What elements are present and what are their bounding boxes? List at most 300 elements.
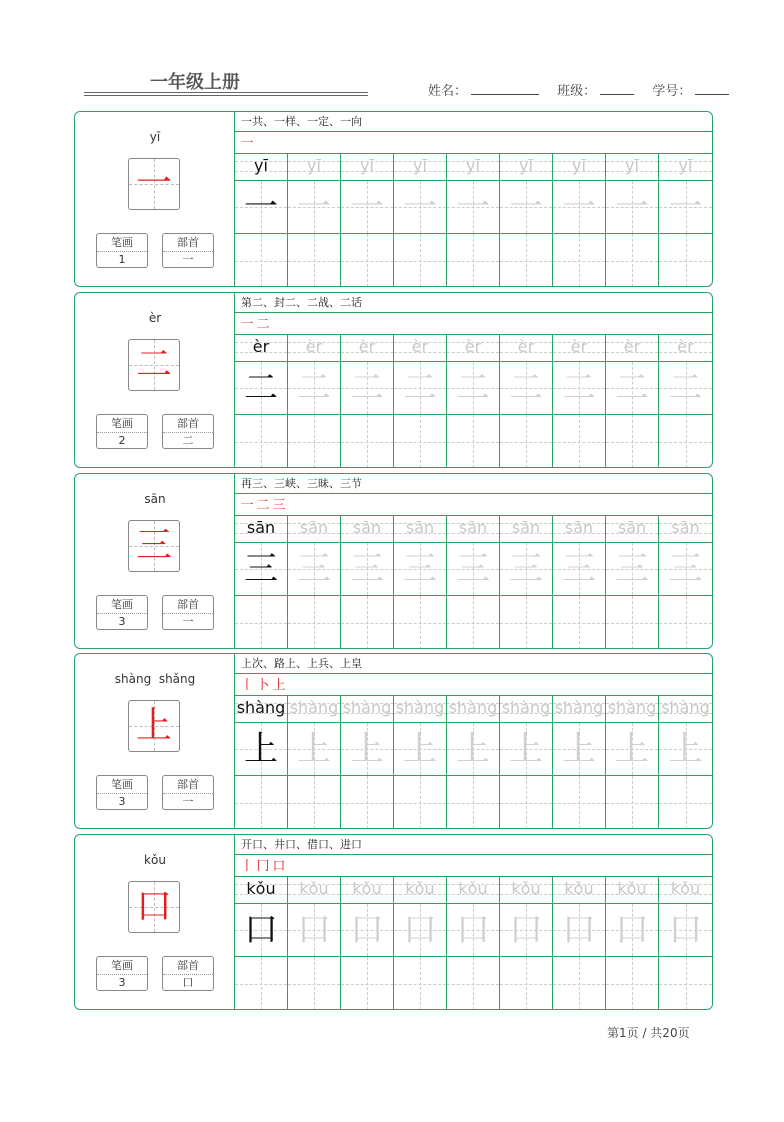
char-trace: 三	[244, 549, 278, 589]
char-trace-cell	[288, 723, 340, 776]
char-blank-cell[interactable]	[288, 957, 340, 1010]
char-blank-cell[interactable]	[341, 776, 393, 829]
practice-panel	[235, 293, 713, 467]
radical-value: 口	[182, 976, 194, 989]
practice-column	[341, 335, 394, 468]
pinyin-trace: sān	[246, 518, 276, 537]
char-trace-cell	[341, 723, 393, 776]
practice-panel	[235, 835, 713, 1009]
char-blank-cell[interactable]	[606, 234, 658, 287]
practice-column	[606, 516, 659, 649]
char-trace: 口	[244, 910, 278, 950]
char-trace: 三	[509, 549, 543, 589]
pinyin-trace: sān	[352, 518, 382, 537]
name-blank[interactable]	[471, 82, 539, 95]
char-display-box	[128, 700, 180, 752]
char-blank-cell[interactable]	[394, 234, 446, 287]
pinyin-cell	[341, 696, 393, 723]
char-blank-cell[interactable]	[606, 596, 658, 649]
char-trace-cell	[606, 181, 658, 234]
stroke-step: 一	[240, 317, 254, 332]
pinyin-trace: kǒu	[511, 879, 541, 898]
id-label: 学号：	[652, 84, 692, 99]
char-trace-cell	[447, 543, 499, 596]
stroke-count-value: 3	[118, 795, 126, 808]
radical-label: 部首	[163, 415, 213, 433]
char-trace-cell	[500, 543, 552, 596]
char-trace-cell	[606, 362, 658, 415]
char-trace: 二	[456, 368, 490, 408]
char-trace-cell	[235, 362, 287, 415]
stroke-count-box	[96, 414, 148, 449]
pinyin-trace: shàng	[448, 698, 498, 717]
pinyin-cell	[394, 877, 446, 904]
practice-column	[341, 696, 394, 829]
stroke-step: 二	[256, 317, 270, 332]
radical-label: 部首	[163, 234, 213, 252]
practice-column	[553, 154, 606, 287]
char-blank-cell[interactable]	[394, 596, 446, 649]
char-display-box	[128, 520, 180, 572]
char-trace-cell	[500, 904, 552, 957]
pinyin-trace: kǒu	[564, 879, 594, 898]
pinyin-trace: èr	[677, 337, 694, 356]
char-display-box	[128, 158, 180, 210]
stroke-order	[235, 855, 713, 877]
practice-column	[235, 335, 288, 468]
char-info-panel	[75, 654, 235, 828]
class-label: 班级：	[557, 84, 597, 99]
practice-grid	[235, 335, 713, 468]
pinyin-cell	[553, 335, 605, 362]
char-blank-cell[interactable]	[447, 415, 499, 468]
char-display: 二	[135, 344, 172, 385]
pinyin-cell	[341, 877, 393, 904]
pinyin-trace: èr	[305, 337, 323, 356]
student-fields	[428, 80, 729, 99]
char-trace-cell	[606, 904, 658, 957]
pinyin-cell	[341, 516, 393, 543]
char-blank-cell[interactable]	[553, 596, 605, 649]
pinyin-cell	[288, 154, 340, 181]
stroke-step: 一	[240, 136, 254, 151]
pinyin-trace: sān	[405, 518, 435, 537]
radical-value: 一	[182, 615, 194, 628]
practice-column	[553, 696, 606, 829]
char-pinyin: sān	[144, 492, 166, 506]
pinyin-cell	[447, 696, 499, 723]
pinyin-trace: yī	[572, 156, 586, 175]
char-blank-cell[interactable]	[235, 415, 287, 468]
pinyin-cell	[341, 335, 393, 362]
pinyin-cell	[500, 335, 552, 362]
char-trace-cell	[659, 723, 712, 776]
char-trace-cell	[235, 723, 287, 776]
stroke-count-value: 3	[118, 976, 126, 989]
char-trace: 二	[244, 368, 278, 408]
practice-column	[288, 877, 341, 1010]
practice-grid	[235, 516, 713, 649]
stroke-step: 口	[272, 859, 286, 874]
pinyin-trace: shàng	[289, 698, 339, 717]
pinyin-cell	[447, 516, 499, 543]
char-trace: 三	[456, 549, 490, 589]
example-words: 一共、一样、一定、一向	[235, 112, 713, 132]
char-trace: 一	[350, 187, 384, 227]
title-underline	[84, 92, 368, 93]
stroke-step: 三	[272, 498, 286, 513]
char-trace: 二	[562, 368, 596, 408]
stroke-order	[235, 313, 713, 335]
practice-column	[553, 335, 606, 468]
char-trace-cell	[341, 362, 393, 415]
char-blank-cell[interactable]	[235, 776, 287, 829]
stroke-count-box	[96, 775, 148, 810]
practice-column	[606, 335, 659, 468]
char-pinyin: kǒu	[144, 853, 166, 867]
radical-box	[162, 956, 214, 991]
char-blank-cell[interactable]	[500, 596, 552, 649]
char-blank-cell[interactable]	[553, 415, 605, 468]
char-trace-cell	[553, 362, 605, 415]
pinyin-trace: shàng	[661, 698, 710, 717]
char-blank-cell[interactable]	[606, 957, 658, 1010]
char-blank-cell[interactable]	[553, 234, 605, 287]
char-blank-cell[interactable]	[235, 596, 287, 649]
character-card	[74, 111, 713, 287]
pinyin-cell	[341, 154, 393, 181]
char-trace-cell	[235, 904, 287, 957]
char-blank-cell[interactable]	[659, 234, 712, 287]
char-blank-cell[interactable]	[606, 776, 658, 829]
stroke-step: 冂	[256, 859, 270, 874]
pinyin-trace: sān	[299, 518, 329, 537]
stroke-count-box	[96, 956, 148, 991]
char-trace: 一	[509, 187, 543, 227]
char-blank-cell[interactable]	[288, 776, 340, 829]
char-blank-cell[interactable]	[341, 596, 393, 649]
practice-column	[235, 516, 288, 649]
pinyin-trace: shàng	[395, 698, 445, 717]
char-trace-cell	[341, 904, 393, 957]
pinyin-cell	[659, 516, 712, 543]
character-card	[74, 653, 713, 829]
char-trace-cell	[235, 181, 287, 234]
char-trace-cell	[659, 181, 712, 234]
pinyin-cell	[235, 877, 287, 904]
char-trace: 上	[297, 729, 331, 769]
char-pinyin: yī	[149, 130, 161, 144]
char-blank-cell[interactable]	[394, 415, 446, 468]
name-label: 姓名：	[428, 84, 468, 99]
char-trace-cell	[447, 723, 499, 776]
char-trace: 口	[668, 910, 703, 950]
radical-value: 一	[182, 253, 194, 266]
practice-column	[447, 516, 500, 649]
char-blank-cell[interactable]	[341, 415, 393, 468]
pinyin-cell	[606, 877, 658, 904]
char-trace-cell	[394, 904, 446, 957]
pinyin-cell	[288, 877, 340, 904]
char-trace: 口	[562, 910, 596, 950]
char-display: 一	[135, 163, 172, 204]
pinyin-trace: kǒu	[458, 879, 488, 898]
char-trace: 二	[297, 368, 331, 408]
char-trace: 一	[668, 187, 703, 227]
pinyin-trace: sān	[617, 518, 647, 537]
char-blank-cell[interactable]	[341, 957, 393, 1010]
radical-value: 一	[182, 795, 194, 808]
char-trace-cell	[659, 904, 712, 957]
stroke-count-value: 3	[118, 615, 126, 628]
practice-column	[447, 154, 500, 287]
pinyin-cell	[659, 154, 712, 181]
char-blank-cell[interactable]	[447, 234, 499, 287]
char-blank-cell[interactable]	[500, 957, 552, 1010]
pinyin-trace: èr	[411, 337, 429, 356]
char-trace-cell	[341, 181, 393, 234]
char-trace: 一	[562, 187, 596, 227]
stroke-count-value: 1	[118, 253, 126, 266]
char-trace-cell	[659, 362, 712, 415]
char-trace: 上	[615, 729, 649, 769]
char-trace: 一	[615, 187, 649, 227]
id-blank[interactable]	[695, 82, 729, 95]
pinyin-trace: yī	[307, 156, 321, 175]
pinyin-cell	[447, 335, 499, 362]
char-blank-cell[interactable]	[288, 234, 340, 287]
practice-column	[341, 516, 394, 649]
worksheet-header	[0, 0, 784, 110]
char-trace-cell	[394, 543, 446, 596]
char-trace: 二	[350, 368, 384, 408]
pinyin-cell	[606, 516, 658, 543]
pinyin-trace: shàng	[607, 698, 657, 717]
char-trace-cell	[394, 181, 446, 234]
char-trace: 一	[456, 187, 490, 227]
pinyin-cell	[394, 154, 446, 181]
stroke-count-label: 笔画	[97, 415, 147, 433]
char-blank-cell[interactable]	[500, 415, 552, 468]
pinyin-cell	[288, 696, 340, 723]
char-trace-cell	[553, 181, 605, 234]
pinyin-cell	[553, 696, 605, 723]
pinyin-trace: sān	[511, 518, 541, 537]
pinyin-trace: èr	[252, 337, 270, 356]
pinyin-cell	[235, 696, 287, 723]
pinyin-cell	[659, 696, 712, 723]
pinyin-trace: kǒu	[246, 879, 276, 898]
stroke-count-box	[96, 233, 148, 268]
pinyin-trace: shàng	[554, 698, 604, 717]
radical-box	[162, 595, 214, 630]
character-card	[74, 292, 713, 468]
char-trace-cell	[341, 543, 393, 596]
char-blank-cell[interactable]	[288, 415, 340, 468]
pinyin-trace: èr	[517, 337, 535, 356]
practice-column	[288, 335, 341, 468]
char-trace: 二	[509, 368, 543, 408]
char-blank-cell[interactable]	[500, 776, 552, 829]
pinyin-trace: sān	[458, 518, 488, 537]
char-trace: 口	[403, 910, 437, 950]
pinyin-trace: yī	[413, 156, 427, 175]
char-blank-cell[interactable]	[447, 957, 499, 1010]
pinyin-cell	[394, 696, 446, 723]
pinyin-trace: èr	[570, 337, 588, 356]
worksheet-title: 一年级上册	[150, 72, 240, 93]
practice-column	[288, 696, 341, 829]
practice-column	[394, 154, 447, 287]
pinyin-trace: sān	[564, 518, 594, 537]
practice-column	[500, 335, 553, 468]
char-blank-cell[interactable]	[659, 596, 712, 649]
pinyin-trace: kǒu	[299, 879, 329, 898]
pinyin-cell	[606, 154, 658, 181]
pinyin-trace: èr	[623, 337, 641, 356]
stroke-count-label: 笔画	[97, 234, 147, 252]
char-trace: 口	[615, 910, 649, 950]
practice-column	[235, 696, 288, 829]
practice-column	[394, 877, 447, 1010]
radical-box	[162, 775, 214, 810]
char-trace: 二	[403, 368, 437, 408]
char-blank-cell[interactable]	[659, 957, 712, 1010]
char-trace-cell	[288, 904, 340, 957]
char-blank-cell[interactable]	[447, 776, 499, 829]
practice-column	[659, 696, 712, 829]
char-trace: 一	[403, 187, 437, 227]
pinyin-trace: yī	[466, 156, 480, 175]
char-blank-cell[interactable]	[553, 957, 605, 1010]
practice-column	[447, 877, 500, 1010]
example-words: 再三、三峡、三昧、三节	[235, 474, 713, 494]
stroke-step: 上	[272, 678, 286, 693]
radical-value: 二	[182, 434, 194, 447]
practice-column	[606, 696, 659, 829]
char-trace-cell	[394, 723, 446, 776]
pinyin-cell	[500, 154, 552, 181]
char-pinyin: èr	[148, 311, 162, 325]
char-blank-cell[interactable]	[659, 415, 712, 468]
pinyin-trace: yī	[254, 156, 268, 175]
char-trace: 上	[562, 729, 596, 769]
char-trace-cell	[500, 181, 552, 234]
practice-column	[394, 335, 447, 468]
pinyin-cell	[500, 516, 552, 543]
practice-column	[341, 154, 394, 287]
pinyin-cell	[235, 335, 287, 362]
stroke-count-value: 2	[118, 434, 126, 447]
pinyin-trace: kǒu	[617, 879, 647, 898]
stroke-step: 丨	[240, 678, 254, 693]
practice-column	[659, 877, 712, 1010]
char-info-panel	[75, 112, 235, 286]
char-trace-cell	[288, 362, 340, 415]
class-blank[interactable]	[600, 82, 634, 95]
pinyin-trace: shàng	[342, 698, 392, 717]
stroke-order	[235, 674, 713, 696]
char-blank-cell[interactable]	[500, 234, 552, 287]
practice-column	[500, 516, 553, 649]
char-blank-cell[interactable]	[341, 234, 393, 287]
practice-column	[606, 154, 659, 287]
char-blank-cell[interactable]	[606, 415, 658, 468]
char-blank-cell[interactable]	[235, 234, 287, 287]
pinyin-trace: yī	[519, 156, 533, 175]
char-trace-cell	[447, 181, 499, 234]
pinyin-cell	[288, 516, 340, 543]
char-blank-cell[interactable]	[288, 596, 340, 649]
char-blank-cell[interactable]	[235, 957, 287, 1010]
char-blank-cell[interactable]	[394, 957, 446, 1010]
practice-panel	[235, 654, 713, 828]
char-trace: 上	[403, 729, 437, 769]
char-trace: 三	[668, 549, 703, 589]
pinyin-cell	[288, 335, 340, 362]
char-trace-cell	[500, 723, 552, 776]
stroke-step: 二	[256, 498, 270, 513]
char-blank-cell[interactable]	[394, 776, 446, 829]
stroke-order	[235, 132, 713, 154]
pinyin-trace: èr	[358, 337, 376, 356]
char-blank-cell[interactable]	[659, 776, 712, 829]
char-trace: 二	[668, 368, 703, 408]
char-info-panel	[75, 474, 235, 648]
char-trace: 一	[297, 187, 331, 227]
practice-column	[500, 154, 553, 287]
stroke-count-box	[96, 595, 148, 630]
pinyin-trace: èr	[464, 337, 482, 356]
pinyin-cell	[553, 877, 605, 904]
char-blank-cell[interactable]	[447, 596, 499, 649]
char-trace-cell	[606, 543, 658, 596]
practice-column	[659, 335, 712, 468]
pinyin-cell	[606, 696, 658, 723]
char-trace-cell	[606, 723, 658, 776]
pinyin-cell	[447, 154, 499, 181]
pinyin-cell	[394, 335, 446, 362]
example-words: 上次、路上、上兵、上皇	[235, 654, 713, 674]
char-trace: 三	[615, 549, 649, 589]
practice-column	[659, 154, 712, 287]
radical-box	[162, 233, 214, 268]
char-display-box	[128, 881, 180, 933]
char-trace: 口	[509, 910, 543, 950]
practice-column	[659, 516, 712, 649]
pinyin-cell	[447, 877, 499, 904]
practice-column	[288, 516, 341, 649]
char-blank-cell[interactable]	[553, 776, 605, 829]
pinyin-trace: shàng	[236, 698, 286, 717]
char-trace-cell	[553, 904, 605, 957]
stroke-count-label: 笔画	[97, 957, 147, 975]
practice-column	[235, 154, 288, 287]
pinyin-cell	[500, 877, 552, 904]
pinyin-trace: yī	[625, 156, 639, 175]
char-trace-cell	[500, 362, 552, 415]
char-pinyin: shàng shǎng	[114, 672, 196, 686]
stroke-step: 卜	[256, 678, 270, 693]
practice-grid	[235, 877, 713, 1010]
pinyin-cell	[235, 516, 287, 543]
char-trace-cell	[288, 543, 340, 596]
radical-label: 部首	[163, 776, 213, 794]
pinyin-cell	[553, 154, 605, 181]
char-info-panel	[75, 835, 235, 1009]
char-trace: 口	[456, 910, 490, 950]
practice-column	[553, 516, 606, 649]
